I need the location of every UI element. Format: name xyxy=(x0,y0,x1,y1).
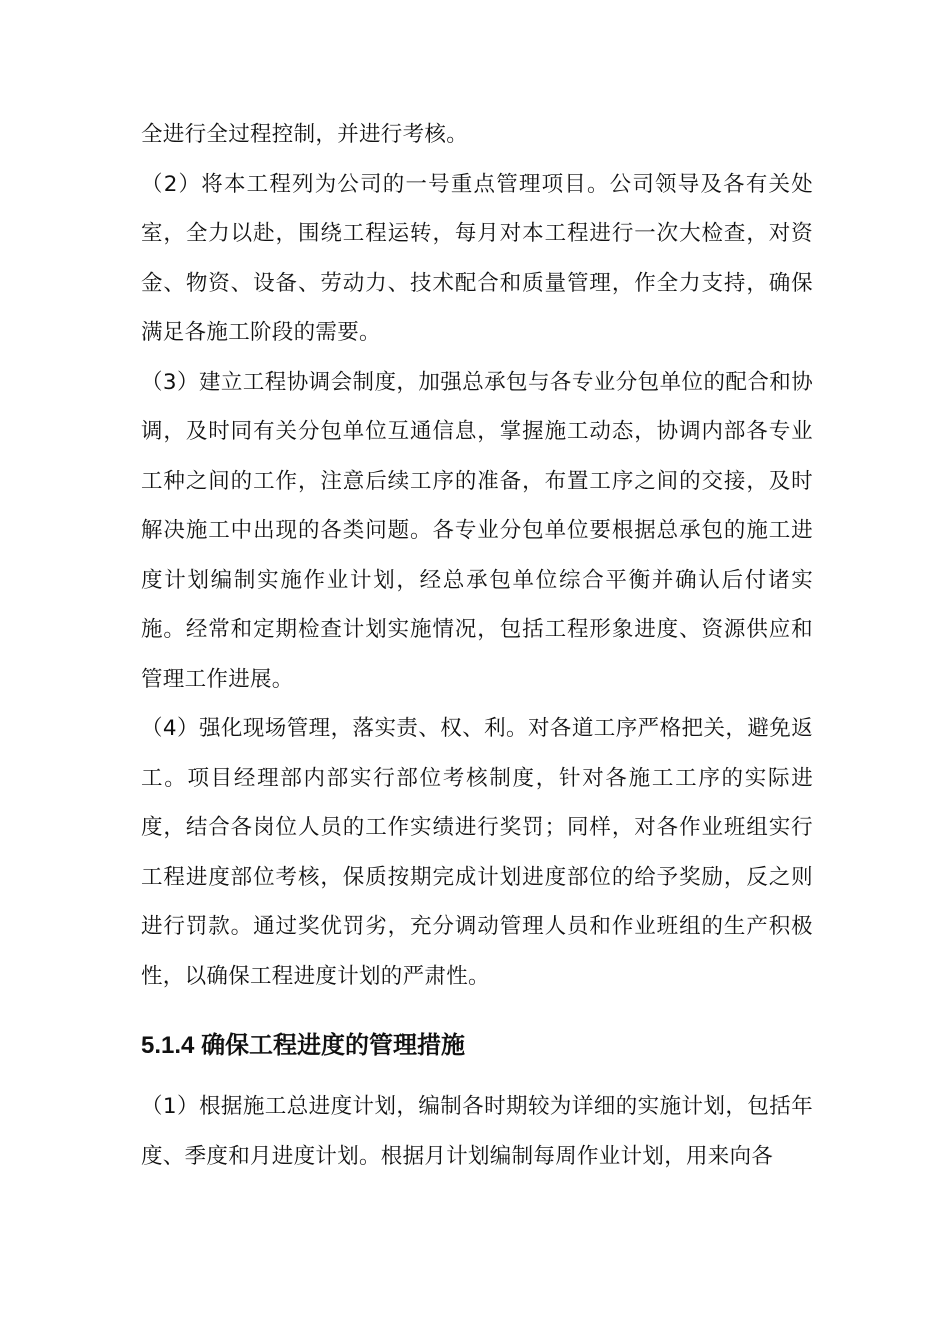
document-page xyxy=(141,110,813,1181)
paragraph-continuation: 全进行全过程控制，并进行考核。 xyxy=(141,122,469,147)
paragraph-item-1: （1）根据施工总进度计划，编制各时期较为详细的实施计划，包括年度、季度和月进度计划。根据月计划编制每周作业计划，用来向各 xyxy=(141,1094,813,1169)
paragraph-item-3: （3）建立工程协调会制度，加强总承包与各专业分包单位的配合和协调，及时同有关分包单位互通信息，掌握施工动态，协调内部各专业工种之间的工作，注意后续工序的准备，布置工序之间的交接，及时解决施工中出现的各类问题。各专业分包单位要根据总承包的施工进度计划编制实施作业计划，经总承包单位综合平衡并确认后付诸实施。经常和定期检查计划实施情况，包括工程形象进度、资源供应和管理工作进展。 xyxy=(141,369,813,692)
section-number: 5.1.4 xyxy=(141,1032,195,1059)
section-title: 确保工程进度的管理措施 xyxy=(201,1031,466,1059)
paragraph-item-2: （2）将本工程列为公司的一号重点管理项目。公司领导及各有关处室，全力以赴，围绕工程运转，每月对本工程进行一次大检查，对资金、物资、设备、劳动力、技术配合和质量管理，作全力支持，确保满足各施工阶段的需要。 xyxy=(141,171,813,345)
section-heading xyxy=(141,1023,813,1068)
paragraph-item-4: （4）强化现场管理，落实责、权、利。对各道工序严格把关，避免返工。项目经理部内部实行部位考核制度，针对各施工工序的实际进度，结合各岗位人员的工作实绩进行奖罚；同样，对各作业班组实行工程进度部位考核，保质按期完成计划进度部位的给予奖励，反之则进行罚款。通过奖优罚劣，充分调动管理人员和作业班组的生产积极性，以确保工程进度计划的严肃性。 xyxy=(141,716,813,989)
